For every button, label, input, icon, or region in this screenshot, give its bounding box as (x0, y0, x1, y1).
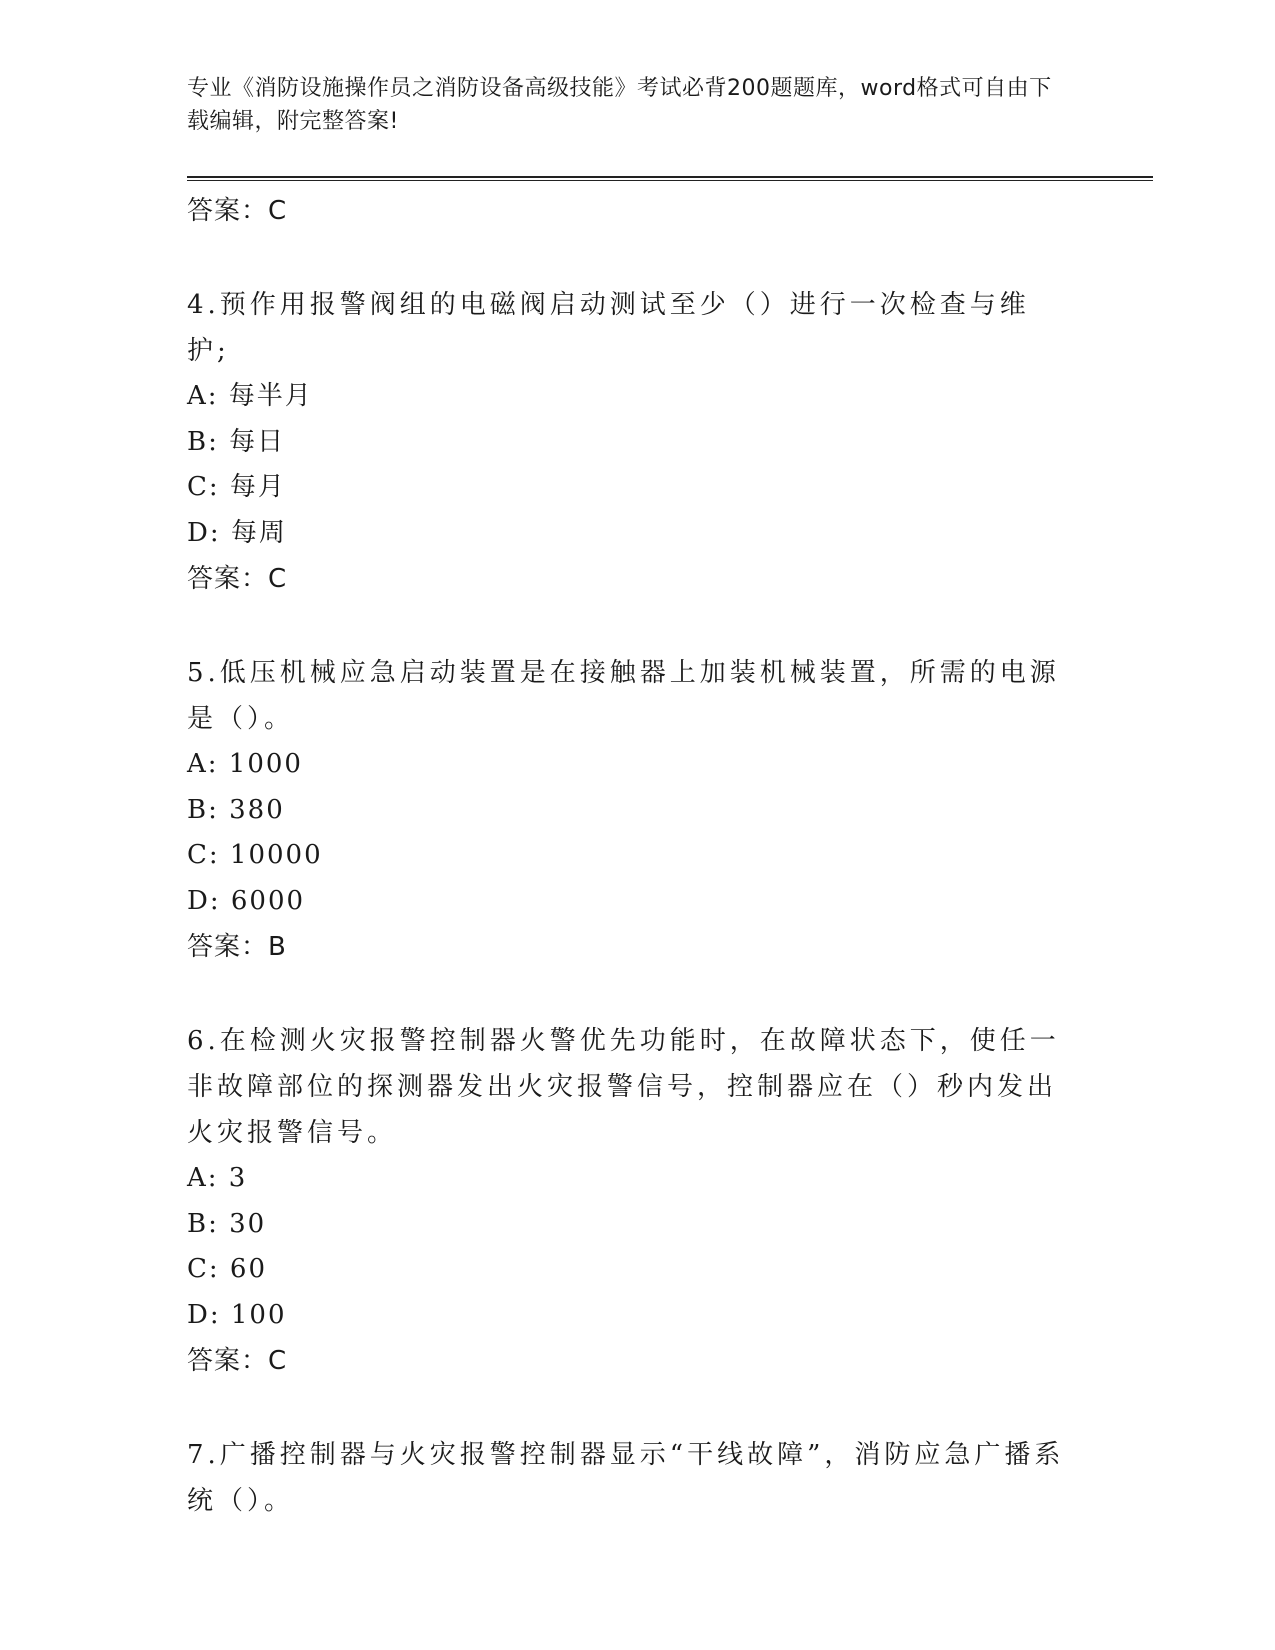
question-stem: 6.在检测火灾报警控制器火警优先功能时，在故障状态下，使任一非故障部位的探测器发出火灾报警信号，控制器应在（）秒内发出火灾报警信号。 (187, 1026, 1060, 1148)
question-stem: 7.广播控制器与火灾报警控制器显示“干线故障”，消防应急广播系统（）。 (187, 1440, 1065, 1516)
option-b: B: 380 (187, 794, 285, 825)
option-a: A: 3 (187, 1163, 248, 1193)
option-d: D: 每周 (187, 517, 287, 548)
question-5 (187, 650, 1067, 970)
option-d: D: 100 (187, 1299, 287, 1330)
question-6 (187, 1018, 1067, 1384)
option-c: C: 60 (187, 1254, 268, 1284)
question-7 (187, 1432, 1067, 1524)
option-b: B: 30 (187, 1208, 267, 1239)
question-4 (187, 282, 1067, 602)
previous-answer: 答案：C (187, 196, 288, 226)
question-answer: 答案：C (187, 564, 288, 594)
option-d: D: 6000 (187, 885, 306, 916)
document-body (187, 188, 1067, 1524)
question-stem: 4.预作用报警阀组的电磁阀启动测试至少（）进行一次检查与维护; (187, 290, 1030, 366)
option-a: A: 1000 (187, 749, 303, 779)
option-a: A: 每半月 (187, 381, 313, 411)
question-stem: 5.低压机械应急启动装置是在接触器上加装机械装置，所需的电源是（）。 (187, 658, 1060, 734)
question-answer: 答案：C (187, 1346, 288, 1376)
option-c: C: 10000 (187, 840, 323, 870)
header-divider (187, 176, 1153, 181)
page-header: 专业《消防设施操作员之消防设备高级技能》考试必背200题题库，word格式可自由下载编辑，附完整答案! (187, 76, 1052, 134)
option-c: C: 每月 (187, 472, 286, 502)
option-b: B: 每日 (187, 426, 286, 457)
question-answer: 答案：B (187, 932, 287, 962)
